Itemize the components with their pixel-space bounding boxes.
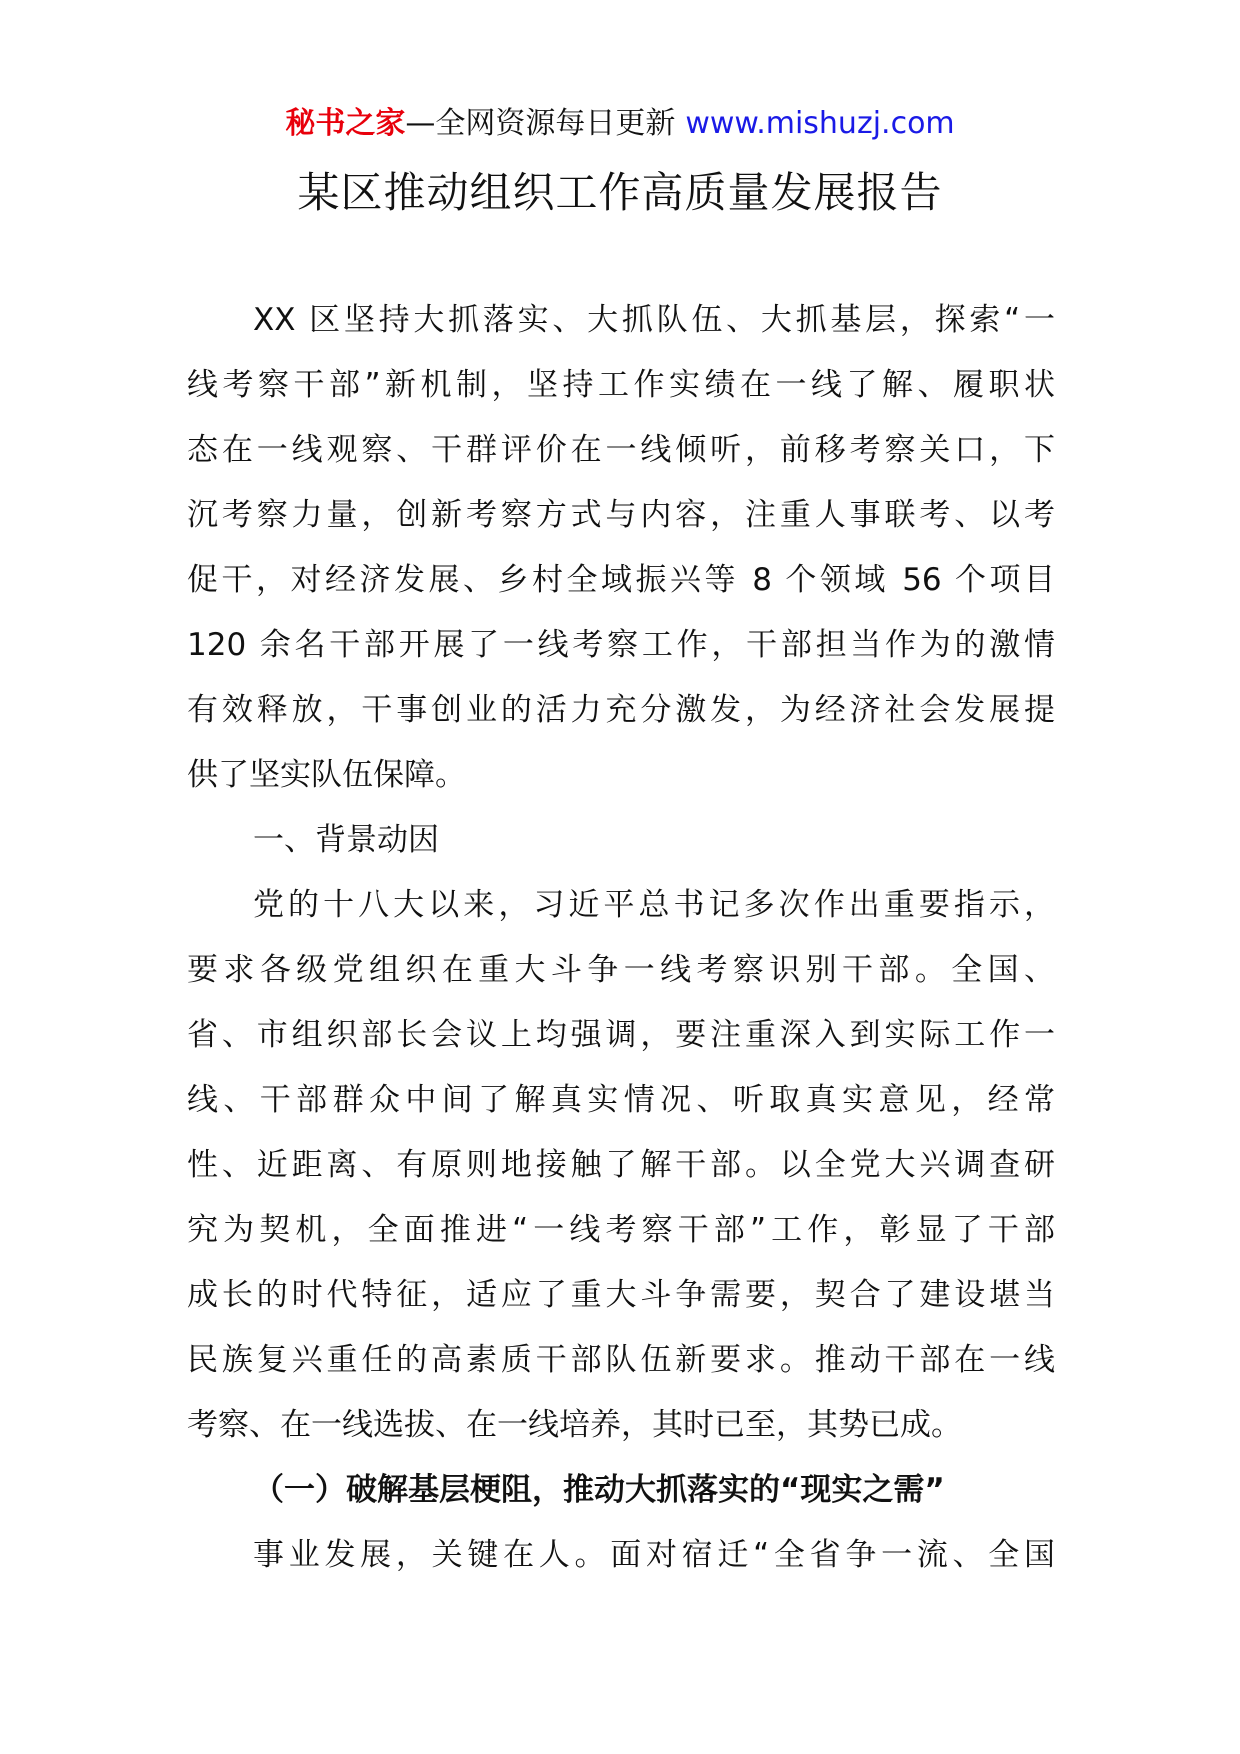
paragraph-line: 党的十八大以来，习近平总书记多次作出重要指示， (253, 887, 1055, 923)
paragraph-line: 成长的时代特征，适应了重大斗争需要，契合了建设堪当 (187, 1277, 1055, 1313)
paragraph-line: 沉考察力量，创新考察方式与内容，注重人事联考、以考 (187, 497, 1055, 533)
paragraph-line: 有效释放，干事创业的活力充分激发，为经济社会发展提 (187, 692, 1055, 728)
header-tagline: —全网资源每日更新 (405, 106, 676, 141)
paragraph-line: 性、近距离、有原则地接触了解干部。以全党大兴调查研 (187, 1147, 1055, 1183)
paragraph-line: XX 区坚持大抓落实、大抓队伍、大抓基层，探索“一 (253, 302, 1055, 338)
paragraph-line: 促干，对经济发展、乡村全域振兴等 8 个领域 56 个项目 (187, 562, 1055, 598)
paragraph-line: 供了坚实队伍保障。 (187, 757, 466, 793)
brand-name: 秘书之家 (285, 106, 406, 141)
paragraph-line: 事业发展，关键在人。面对宿迁“全省争一流、全国 (253, 1537, 1055, 1573)
paragraph-line: 120 余名干部开展了一线考察工作，干部担当作为的激情 (187, 627, 1055, 663)
paragraph-line: 要求各级党组织在重大斗争一线考察识别干部。全国、 (187, 952, 1055, 988)
paragraph-line: 态在一线观察、干群评价在一线倾听，前移考察关口，下 (187, 432, 1055, 468)
watermark-header (0, 100, 1240, 148)
document-body (187, 288, 1055, 1588)
subsection-heading: （一）破解基层梗阻，推动大抓落实的“现实之需” (253, 1472, 945, 1508)
section-heading: 一、背景动因 (253, 822, 439, 858)
paragraph-line: 究为契机，全面推进“一线考察干部”工作，彰显了干部 (187, 1212, 1055, 1248)
paragraph-line: 线、干部群众中间了解真实情况、听取真实意见，经常 (187, 1082, 1055, 1118)
site-url-link[interactable]: www.mishuzj.com (685, 106, 955, 141)
document-title: 某区推动组织工作高质量发展报告 (297, 168, 943, 217)
paragraph-line: 民族复兴重任的高素质干部队伍新要求。推动干部在一线 (187, 1342, 1055, 1378)
paragraph-line: 线考察干部”新机制，坚持工作实绩在一线了解、履职状 (187, 367, 1055, 403)
paragraph-line: 省、市组织部长会议上均强调，要注重深入到实际工作一 (187, 1017, 1055, 1053)
paragraph-line: 考察、在一线选拔、在一线培养，其时已至，其势已成。 (187, 1407, 962, 1443)
